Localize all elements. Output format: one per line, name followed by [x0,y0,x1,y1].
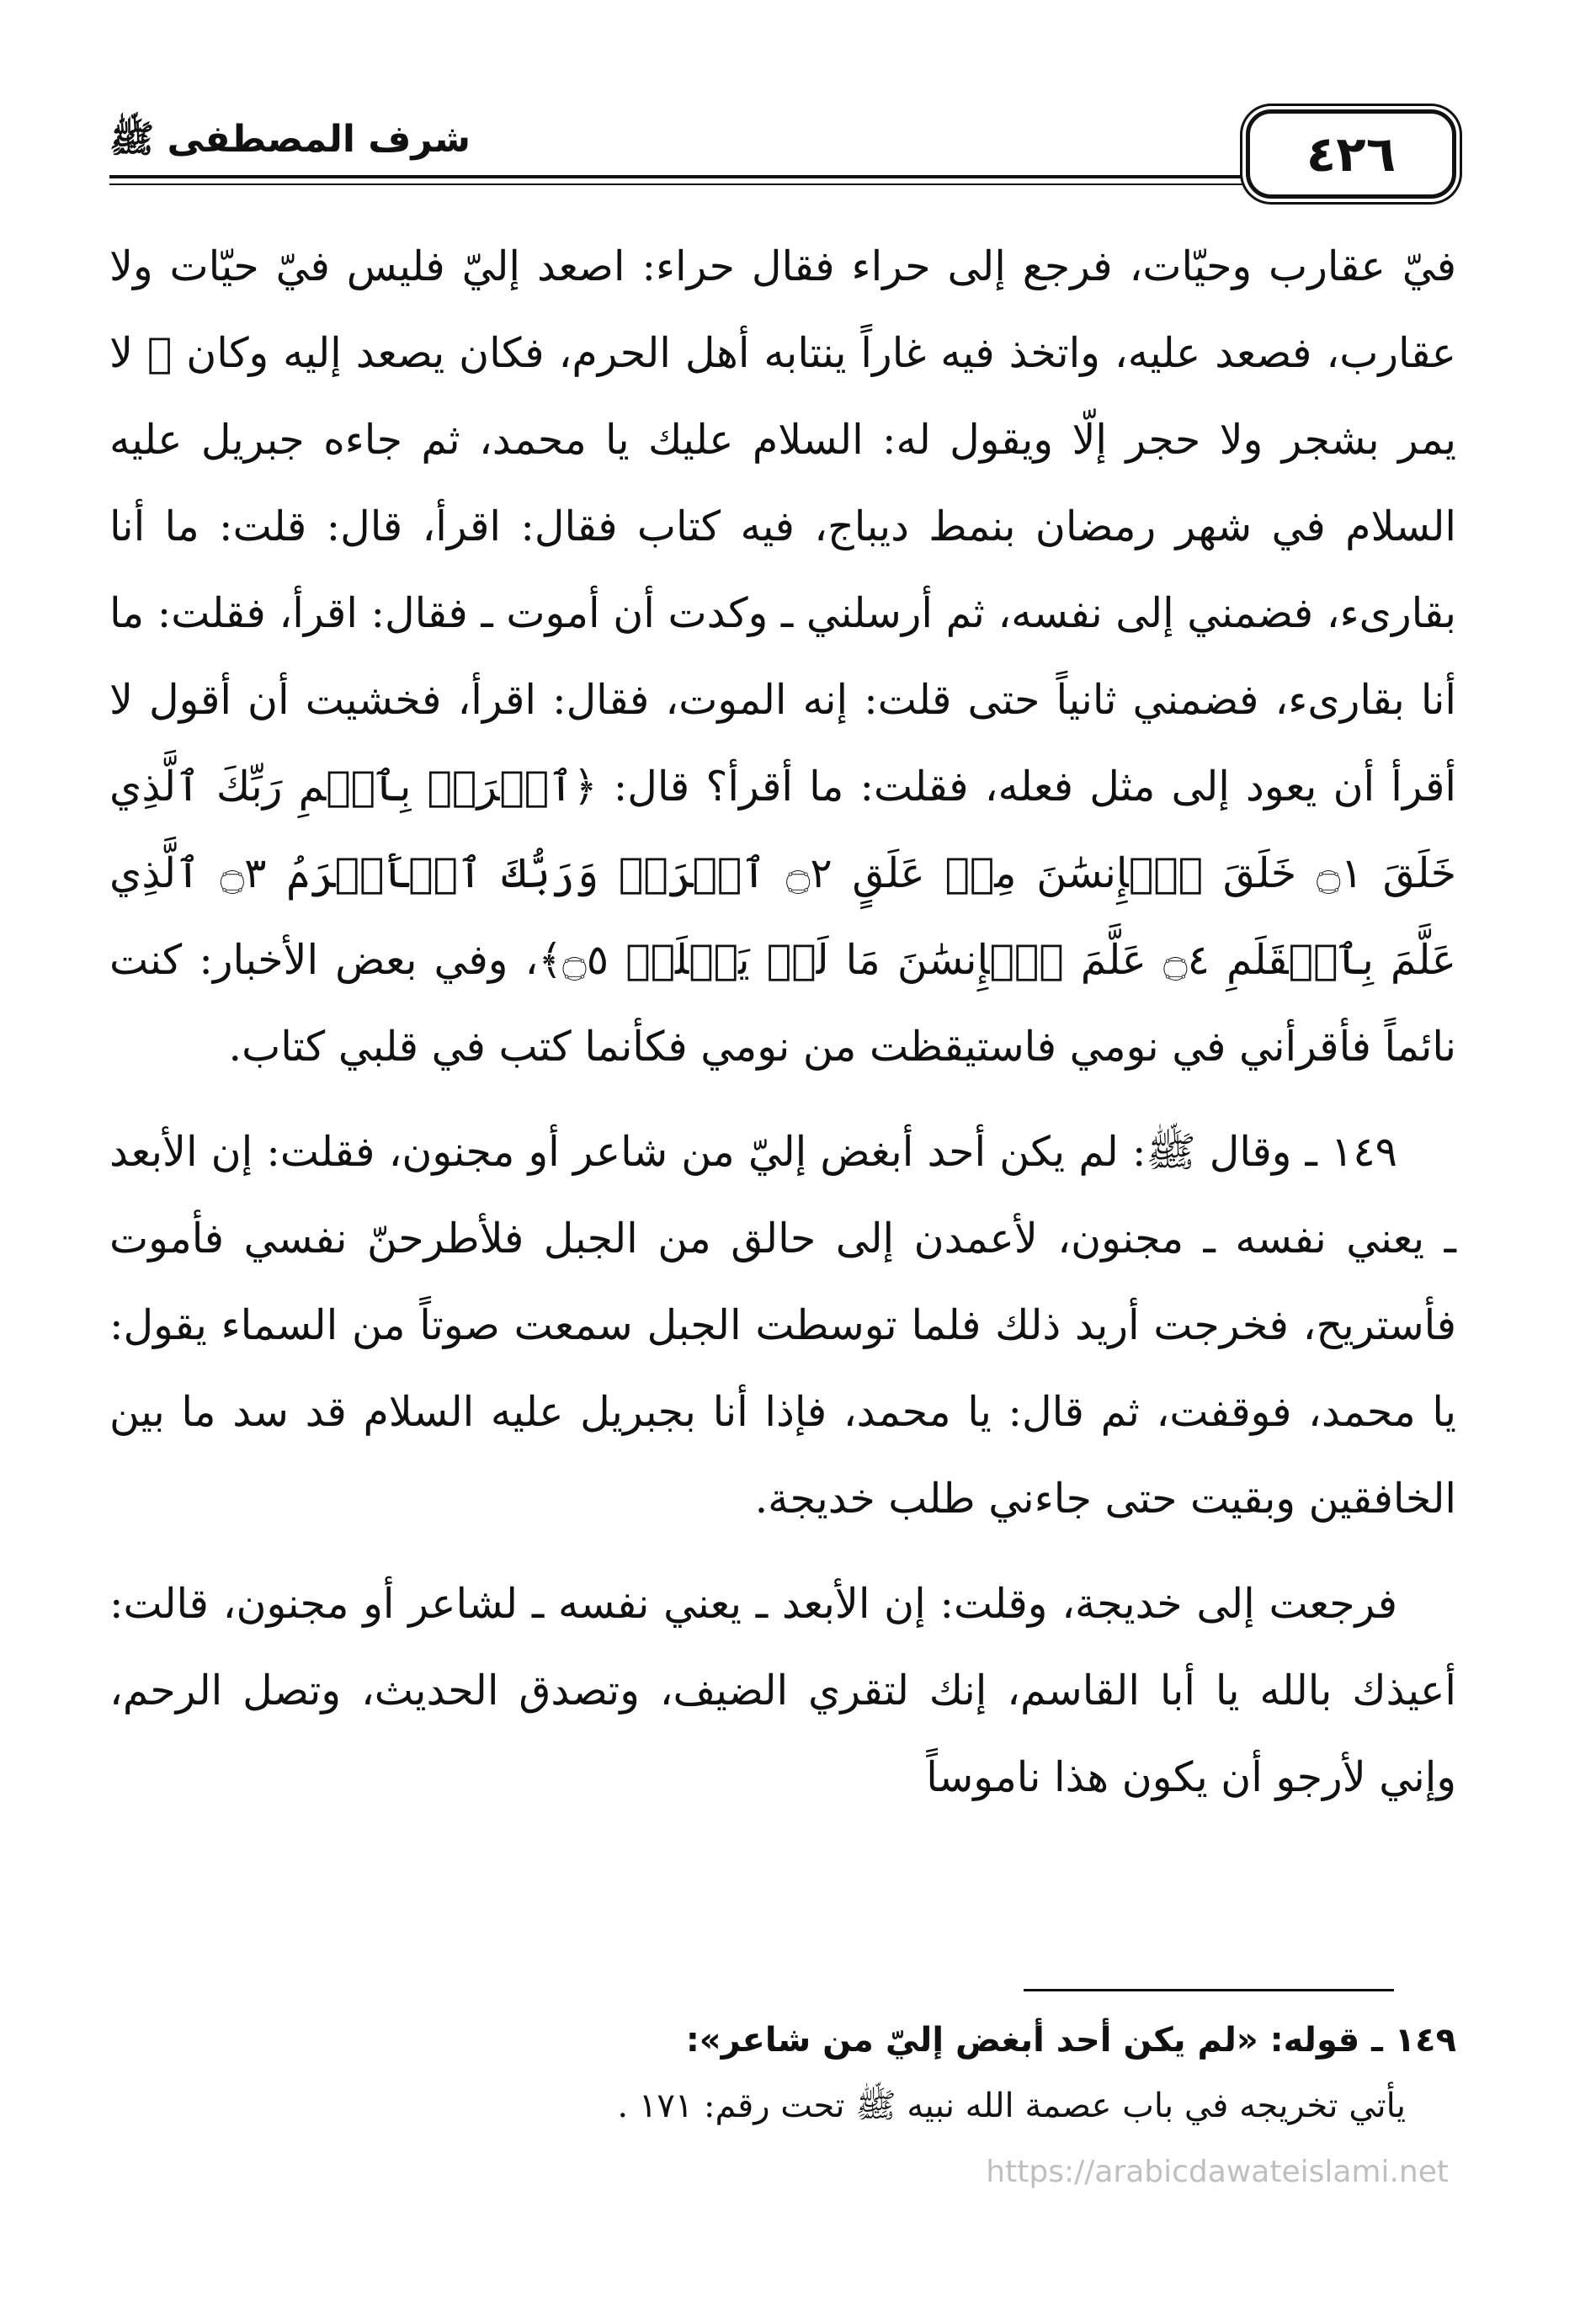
footnote-separator [1024,1989,1394,1991]
paragraph-3: فرجعت إلى خديجة، وقلت: إن الأبعد ـ يعني نفسه ـ لشاعر أو مجنون، قالت: أعيذك بالله يا أبا القاسم، إنك لتقري الضيف، وتصدق الحديث، وتصل الرحم، وإني لأرجو أن يكون هذا ناموساً [109,1580,1456,1801]
footnote [109,2007,1456,2139]
paragraph-2: ١٤٩ ـ وقال ﷺ: لم يكن أحد أبغض إليّ من شاعر أو مجنون، فقلت: إن الأبعد ـ يعني نفسه ـ مجنون، لأعمدن إلى حالق من الجبل فلأطرحنّ نفسي فأموت فأستريح، فخرجت أريد ذلك فلما توسطت الجبل سمعت صوتاً من السماء يقول: يا محمد، فوقفت، ثم قال: يا محمد، فإذا أنا بجبريل عليه السلام قد سد ما بين الخافقين وبقيت حتى جاءني طلب خديجة. [109,1128,1456,1523]
page-number: ٤٢٦ [1246,109,1456,199]
watermark-url: https://arabicdawateislami.net [986,2155,1449,2189]
main-text [109,223,1456,1821]
paragraph-1: فيّ عقارب وحيّات، فرجع إلى حراء فقال حراء: اصعد إليّ فليس فيّ حيّات ولا عقارب، فصعد عليه، واتخذ فيه غاراً ينتابه أهل الحرم، فكان يصعد إليه وكان ﷺ لا يمر بشجر ولا حجر إلّا ويقول له: السلام عليك يا محمد، ثم جاءه جبريل عليه السلام في شهر رمضان بنمط ديباج، فيه كتاب فقال: اقرأ، قال: قلت: ما أنا بقارىء، فضمني إلى نفسه، ثم أرسلني ـ وكدت أن أموت ـ فقال: اقرأ، فقلت: ما أنا بقارىء، فضمني ثانياً حتى قلت: إنه الموت، فقال: اقرأ، فخشيت أن أقول لا أقرأ أن يعود إلى مثل فعله، فقلت: ما أقرأ؟ قال: ﴿ٱقۡرَأۡ بِٱسۡمِ رَبِّكَ ٱلَّذِي خَلَقَ ۝١ خَلَقَ ٱلۡإِنسَٰنَ مِنۡ عَلَقٍ ۝٢ ٱقۡرَأۡ وَرَبُّكَ ٱلۡأَكۡرَمُ ۝٣ ٱلَّذِي عَلَّمَ بِٱلۡقَلَمِ ۝٤ عَلَّمَ ٱلۡإِنسَٰنَ مَا لَمۡ يَعۡلَمۡ ۝٥﴾، وفي بعض الأخبار: كنت نائماً فأقرأني في نومي فاستيقظت من نومي فكأنما كتب في قلبي كتاب. [109,242,1456,1071]
page-header [109,109,1456,202]
footnote-heading: ١٤٩ ـ قوله: «لم يكن أحد أبغض إليّ من شاعر»: [685,2021,1456,2060]
running-title: شرف المصطفى ﷺ [109,118,471,161]
footnote-text: يأتي تخريجه في باب عصمة الله نبيه ﷺ تحت رقم: ١٧١ . [617,2087,1406,2125]
